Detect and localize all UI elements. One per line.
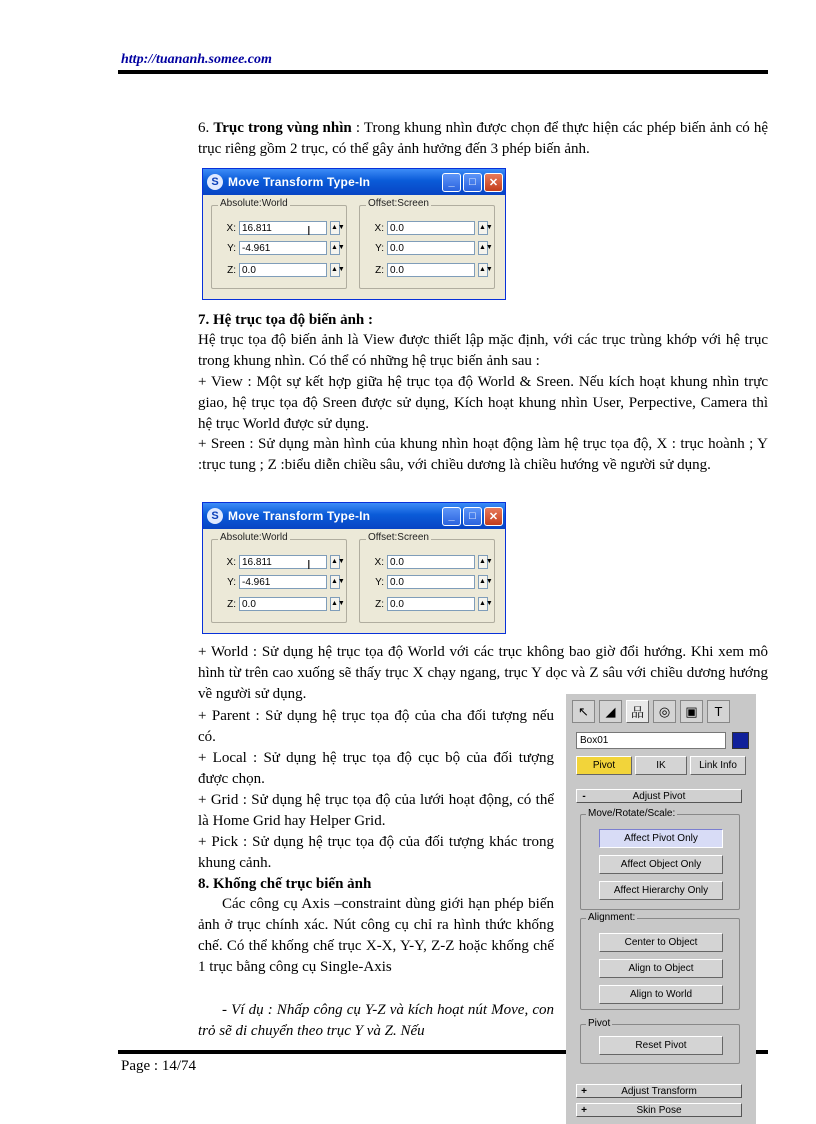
minimize-button-2[interactable]: _ <box>442 507 461 526</box>
dialog-titlebar[interactable] <box>203 169 505 195</box>
abs-y-input-2[interactable]: -4.961 <box>239 575 327 589</box>
abs-x-row-2 <box>222 554 345 570</box>
alignment-group-label: Alignment: <box>588 912 636 923</box>
abs-x-label-2: X: <box>226 556 236 568</box>
off-z-input[interactable]: 0.0 <box>387 263 475 277</box>
display-tab-icon[interactable]: ▣ <box>680 700 703 723</box>
maximize-button[interactable]: □ <box>463 173 482 192</box>
object-color-swatch[interactable] <box>732 732 749 749</box>
off-x-spinner-2[interactable]: ▲▼ <box>478 555 488 569</box>
section7-p4: + World : Sử dụng hệ trục tọa độ World với các trục không bao giờ đổi hướng. Khi xem mô hình từ trên cao xuống sẽ thấy trục X chạy ngang, trục Y dọc và Z sâu với chiều dương hướng về người sử dụng. <box>198 644 768 702</box>
text-cursor-icon: I <box>307 223 311 238</box>
off-y-row-2 <box>370 574 493 590</box>
off-y-label-2: Y: <box>375 576 384 588</box>
ik-button[interactable]: IK <box>635 756 687 775</box>
section6-paragraph <box>198 118 768 160</box>
offset-screen-group <box>359 198 495 289</box>
dialog-title-2: Move Transform Type-In <box>228 509 371 523</box>
abs-y-label: Y: <box>227 242 236 254</box>
abs-z-label: Z: <box>227 264 236 276</box>
off-z-input-2[interactable]: 0.0 <box>387 597 475 611</box>
modify-tab-icon[interactable]: ◢ <box>599 700 622 723</box>
rollout-label: Adjust Transform <box>621 1085 697 1097</box>
offset-screen-label: Offset:Screen <box>368 198 429 209</box>
section7-p6: + Local : Sử dụng hệ trục tọa độ cục bộ của đối tượng được chọn. <box>198 750 554 787</box>
absolute-world-label: Absolute:World <box>220 198 288 209</box>
section7-p2: + View : Một sự kết hợp giữa hệ trục tọa độ World & Sreen. Nếu kích hoạt khung nhìn trực giao, hệ trục tọa độ Sreen được sử dụng, Kích hoạt khung nhìn User, Perpective, Camera thì hệ trục World được sử dụng. <box>198 374 768 432</box>
create-tab-icon[interactable]: ↖ <box>572 700 595 723</box>
close-button-2[interactable]: ✕ <box>484 507 503 526</box>
off-z-spinner-2[interactable]: ▲▼ <box>478 597 488 611</box>
off-z-row-2 <box>370 596 493 612</box>
section7-p5: + Parent : Sử dụng hệ trục tọa độ của cha đối tượng nếu có. <box>198 708 554 745</box>
align-to-world-button[interactable]: Align to World <box>599 985 723 1004</box>
align-to-object-button[interactable]: Align to Object <box>599 959 723 978</box>
header-rule <box>118 70 768 74</box>
move-transform-dialog <box>202 168 506 300</box>
section6-text: : Trong khung nhìn được chọn để thực hiện các phép biến ảnh có hệ trục riêng gồm 2 trục, có thể gây ảnh hưởng đến 3 phép biến ảnh. <box>198 120 768 157</box>
abs-y-input[interactable]: -4.961 <box>239 241 327 255</box>
affect-pivot-only-button[interactable]: Affect Pivot Only <box>599 829 723 848</box>
command-tabs <box>572 700 730 723</box>
off-z-spinner[interactable]: ▲▼ <box>478 263 488 277</box>
offset-screen-label-2: Offset:Screen <box>368 532 429 543</box>
off-z-label-2: Z: <box>375 598 384 610</box>
off-x-spinner[interactable]: ▲▼ <box>478 221 488 235</box>
off-y-label: Y: <box>375 242 384 254</box>
abs-y-spinner-2[interactable]: ▲▼ <box>330 575 340 589</box>
hierarchy-subtabs <box>576 756 746 775</box>
skin-pose-rollout[interactable] <box>576 1103 742 1117</box>
move-rotate-scale-group <box>580 808 740 910</box>
section8-p1: Các công cụ Axis –constraint dùng giới hạn phép biến ảnh ở trục chính xác. Nút công cụ chỉ ra hình thức khống chế. Có thể khống chế trục X-X, Y-Y, Z-Z hoặc khống chế 1 trục bằng công cụ Single-Axis <box>198 896 554 975</box>
section7-p7: + Grid : Sử dụng hệ trục tọa độ của lưới hoạt động, có thể là Home Grid hay Helper Grid. <box>198 792 554 829</box>
app-icon-2: S <box>207 508 223 524</box>
rollout-label: Skin Pose <box>636 1104 682 1116</box>
section7-p3: + Sreen : Sử dụng màn hình của khung nhìn hoạt động làm hệ trục tọa độ, X : trục hoành ; Y :trục tung ; Z :biểu diễn chiều sâu, với chiều dương là chiều hướng về người sử dụng. <box>198 436 768 473</box>
abs-x-row <box>222 220 345 236</box>
abs-z-spinner-2[interactable]: ▲▼ <box>330 597 340 611</box>
adjust-pivot-rollout[interactable] <box>576 789 742 803</box>
section8-title: 8. Khống chế trục biến ảnh <box>198 876 372 892</box>
abs-x-input[interactable]: 16.811 <box>239 221 327 235</box>
section8-p2: - Ví dụ : Nhấp công cụ Y-Z và kích hoạt nút Move, con trỏ sẽ di chuyển theo trục Y và Z. Nếu <box>198 1002 554 1039</box>
off-y-row <box>370 240 493 256</box>
move-transform-dialog-2 <box>202 502 506 634</box>
off-y-spinner[interactable]: ▲▼ <box>478 241 488 255</box>
abs-z-input[interactable]: 0.0 <box>239 263 327 277</box>
close-button[interactable]: ✕ <box>484 173 503 192</box>
pivot-group <box>580 1018 740 1064</box>
alignment-group <box>580 912 740 1010</box>
absolute-world-group-2 <box>211 532 347 623</box>
off-y-input[interactable]: 0.0 <box>387 241 475 255</box>
rollout-collapse-icon: - <box>582 790 586 802</box>
section6-number: 6. <box>198 120 210 136</box>
off-x-input[interactable]: 0.0 <box>387 221 475 235</box>
dialog-title: Move Transform Type-In <box>228 175 371 189</box>
abs-z-spinner[interactable]: ▲▼ <box>330 263 340 277</box>
adjust-transform-rollout[interactable] <box>576 1084 742 1098</box>
off-y-spinner-2[interactable]: ▲▼ <box>478 575 488 589</box>
hierarchy-tab-icon[interactable]: 品 <box>626 700 649 723</box>
affect-object-only-button[interactable]: Affect Object Only <box>599 855 723 874</box>
off-z-label: Z: <box>375 264 384 276</box>
absolute-world-group <box>211 198 347 289</box>
page-number: Page : 14/74 <box>121 1058 196 1074</box>
section7-p1: Hệ trục tọa độ biến ảnh là View được thiết lập mặc định, với các trục trùng khớp với hệ trục trong khung nhìn. Có thể có những hệ trục biến ảnh sau : <box>198 332 768 369</box>
pivot-button[interactable]: Pivot <box>576 756 632 775</box>
reset-pivot-button[interactable]: Reset Pivot <box>599 1036 723 1055</box>
text-cursor-icon-2: I <box>307 557 311 572</box>
abs-z-input-2[interactable]: 0.0 <box>239 597 327 611</box>
affect-hierarchy-only-button[interactable]: Affect Hierarchy Only <box>599 881 723 900</box>
app-icon: S <box>207 174 223 190</box>
rollout-expand-icon: + <box>581 1104 587 1116</box>
abs-x-spinner-2[interactable]: ▲▼ <box>330 555 340 569</box>
object-name-input[interactable]: Box01 <box>576 732 726 749</box>
abs-y-label-2: Y: <box>227 576 236 588</box>
offset-screen-group-2 <box>359 532 495 623</box>
off-x-label-2: X: <box>374 556 384 568</box>
abs-z-row-2 <box>222 596 345 612</box>
section7-title: 7. Hệ trục tọa độ biến ảnh : <box>198 312 374 328</box>
abs-z-row <box>222 262 345 278</box>
off-z-row <box>370 262 493 278</box>
abs-x-label: X: <box>226 222 236 234</box>
abs-y-spinner[interactable]: ▲▼ <box>330 241 340 255</box>
utilities-tab-icon[interactable]: T <box>707 700 730 723</box>
dialog-titlebar-2[interactable] <box>203 503 505 529</box>
section6-title: Trục trong vùng nhìn <box>213 120 352 136</box>
off-x-input-2[interactable]: 0.0 <box>387 555 475 569</box>
absolute-world-label-2: Absolute:World <box>220 532 288 543</box>
header-url[interactable]: http://tuananh.somee.com <box>121 52 272 67</box>
section7-p8: + Pick : Sử dụng hệ trục tọa độ của đối tượng khác trong khung cảnh. <box>198 834 554 871</box>
abs-x-input-2[interactable]: 16.811 <box>239 555 327 569</box>
rollout-expand-icon: + <box>581 1085 587 1097</box>
move-group-label: Move/Rotate/Scale: <box>588 808 676 819</box>
off-x-row <box>370 220 493 236</box>
rollout-label: Adjust Pivot <box>632 790 686 802</box>
maximize-button-2[interactable]: □ <box>463 507 482 526</box>
off-x-label: X: <box>374 222 384 234</box>
abs-x-spinner[interactable]: ▲▼ <box>330 221 340 235</box>
hierarchy-panel <box>566 694 756 1124</box>
motion-tab-icon[interactable]: ◎ <box>653 700 676 723</box>
off-y-input-2[interactable]: 0.0 <box>387 575 475 589</box>
abs-y-row-2 <box>222 574 345 590</box>
abs-z-label-2: Z: <box>227 598 236 610</box>
center-to-object-button[interactable]: Center to Object <box>599 933 723 952</box>
pivot-group-label: Pivot <box>588 1018 611 1029</box>
minimize-button[interactable]: _ <box>442 173 461 192</box>
off-x-row-2 <box>370 554 493 570</box>
abs-y-row <box>222 240 345 256</box>
link-info-button[interactable]: Link Info <box>690 756 746 775</box>
